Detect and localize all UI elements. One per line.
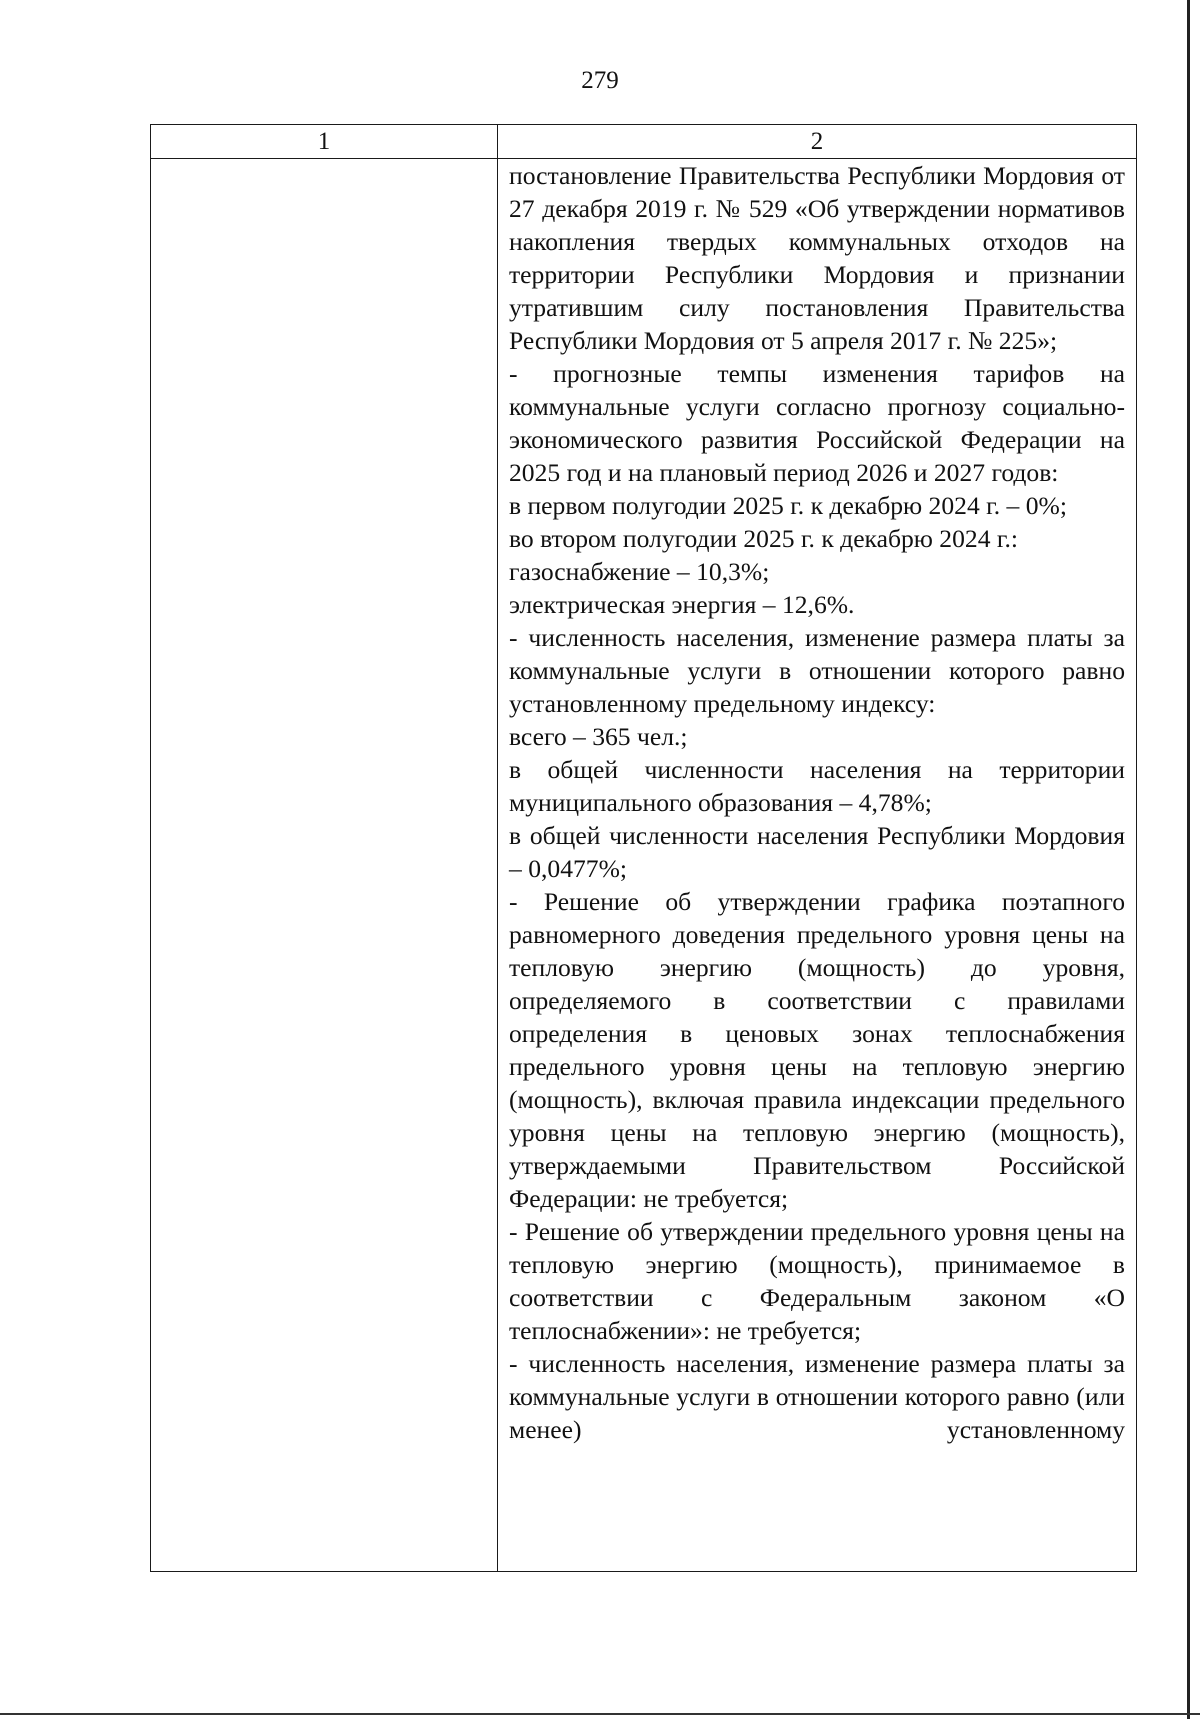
paragraph: постановление Правительства Республики Мордовия от 27 декабря 2019 г. № 529 «Об утверждении нормативов накопления твердых коммунальных отходов на территории Республики Мордовия и признании утратившим силу постановления Правительства Республики Мордовия от 5 апреля 2017 г. № 225»; — [509, 161, 1125, 355]
scan-edge-right — [1187, 0, 1190, 1719]
paragraph: в общей численности населения на территории муниципального образования – 4,78%; — [509, 755, 1125, 817]
paragraph: электрическая энергия – 12,6%. — [509, 590, 855, 619]
paragraph: - численность населения, изменение размера платы за коммунальные услуги в отношении которого равно (или менее) установленному — [509, 1349, 1125, 1444]
paragraph: всего – 365 чел.; — [509, 722, 688, 751]
paragraph: - прогнозные темпы изменения тарифов на коммунальные услуги согласно прогнозу социально-экономического развития Российской Федерации на 2025 год и на плановый период 2026 и 2027 годов: — [509, 359, 1125, 487]
paragraph: газоснабжение – 10,3%; — [509, 557, 770, 586]
paragraph: в общей численности населения Республики Мордовия – 0,0477%; — [509, 821, 1125, 883]
paragraph: - Решение об утверждении предельного уровня цены на тепловую энергию (мощность), принимаемое в соответствии с Федеральным законом «О теплоснабжении»: не требуется; — [509, 1217, 1125, 1345]
paragraph: - Решение об утверждении графика поэтапного равномерного доведения предельного уровня цены на тепловую энергию (мощность) до уровня, определяемого в соответствии с правилами определения в ценовых зонах теплоснабжения предельного уровня цены на тепловую энергию (мощность), включая правила индексации предельного уровня цены на тепловую энергию (мощность), утверждаемыми Правительством Российской Федерации: не требуется; — [509, 887, 1125, 1213]
document-table — [150, 124, 1137, 1572]
table-header-row — [151, 125, 1137, 159]
cell-column-2 — [498, 159, 1137, 1572]
cell-column-1 — [151, 159, 498, 1572]
page-number: 279 — [581, 67, 619, 94]
table-row — [151, 159, 1137, 1572]
paragraph: во втором полугодии 2025 г. к декабрю 2024 г.: — [509, 524, 1019, 553]
paragraph: - численность населения, изменение размера платы за коммунальные услуги в отношении которого равно установленному предельному индексу: — [509, 623, 1125, 718]
paragraph: в первом полугодии 2025 г. к декабрю 2024 г. – 0%; — [509, 491, 1067, 520]
column-header-2: 2 — [498, 125, 1137, 159]
column-header-1: 1 — [151, 125, 498, 159]
scan-edge-bottom — [0, 1713, 1200, 1715]
cell-content — [498, 159, 1136, 1446]
